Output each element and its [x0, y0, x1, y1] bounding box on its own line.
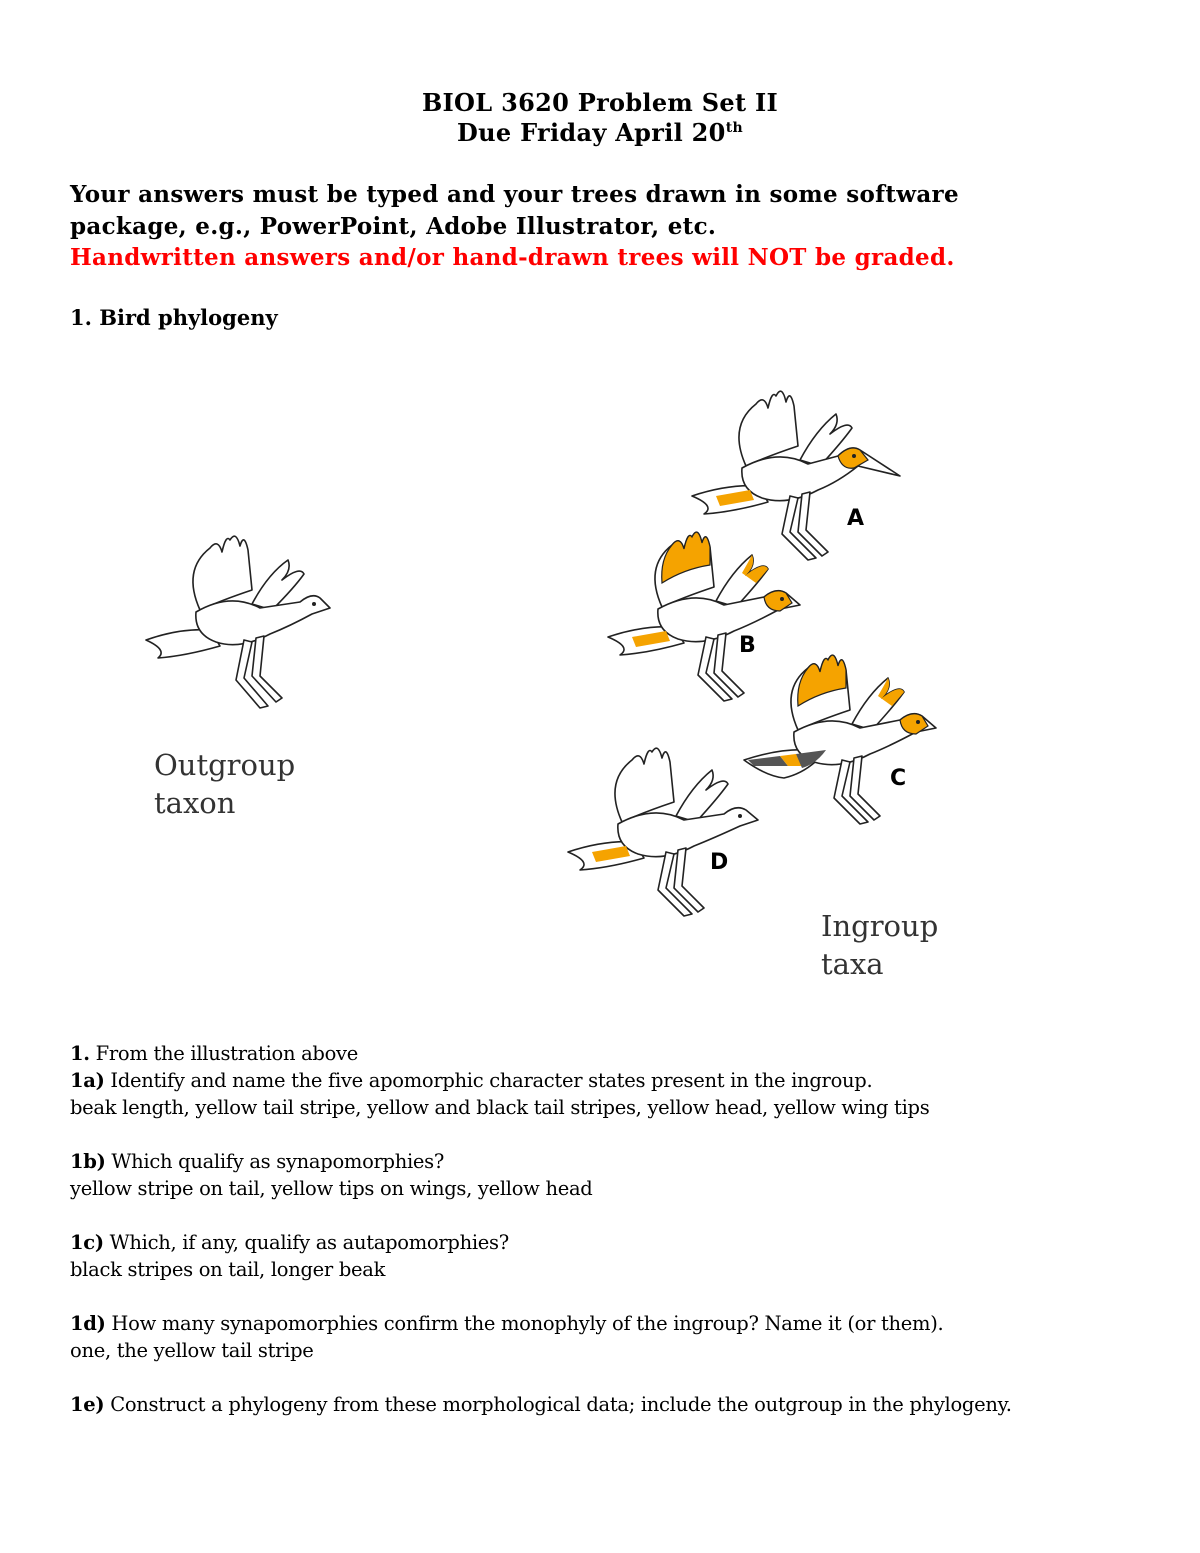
question-1d [70, 1310, 943, 1337]
question-1a [70, 1067, 872, 1094]
bird-d-label: D [710, 850, 729, 875]
question-1b-number: 1b) [70, 1150, 106, 1173]
ingroup-caption [821, 907, 938, 983]
page-title: BIOL 3620 Problem Set II [421, 88, 779, 117]
bird-figure [0, 370, 1200, 1010]
due-date-text: Due Friday April 20 [457, 118, 726, 147]
question-1b [70, 1148, 444, 1175]
answer-1a: beak length, yellow tail stripe, yellow and black tail stripes, yellow head, yellow wing tips [70, 1096, 930, 1119]
answer-1c: black stripes on tail, longer beak [70, 1258, 386, 1281]
question-1c [70, 1229, 509, 1256]
question-1a-text: Identify and name the five apomorphic character states present in the ingroup. [104, 1069, 873, 1092]
outgroup-caption-line-1: Outgroup [154, 748, 296, 782]
bird-c-label: C [890, 766, 907, 791]
bird-a-label: A [847, 506, 865, 531]
bird-b-label: B [739, 633, 756, 658]
answer-1d: one, the yellow tail stripe [70, 1339, 314, 1362]
instructions-warning: Handwritten answers and/or hand-drawn trees will NOT be graded. [70, 244, 955, 271]
instructions-line-1: Your answers must be typed and your trees drawn in some software [70, 181, 959, 208]
question-intro-number: 1. [70, 1042, 90, 1065]
question-1d-text: How many synapomorphies confirm the monophyly of the ingroup? Name it (or them). [105, 1312, 944, 1335]
bird-d [564, 742, 764, 922]
bird-c [740, 648, 950, 838]
section-heading: 1. Bird phylogeny [70, 305, 278, 330]
question-1e-number: 1e) [70, 1393, 105, 1416]
due-date-suffix: th [725, 120, 743, 136]
answer-1b: yellow stripe on tail, yellow tips on wings, yellow head [70, 1177, 593, 1200]
outgroup-bird [140, 530, 340, 720]
instructions-line-2: package, e.g., PowerPoint, Adobe Illustrator, etc. [70, 213, 717, 240]
outgroup-caption-line-2: taxon [154, 786, 236, 820]
question-1c-text: Which, if any, qualify as autapomorphies? [103, 1231, 509, 1254]
question-1b-text: Which qualify as synapomorphies? [105, 1150, 445, 1173]
due-date [0, 118, 1200, 147]
question-intro [70, 1040, 358, 1067]
ingroup-caption-line-1: Ingroup [821, 909, 939, 943]
ingroup-caption-line-2: taxa [821, 947, 884, 981]
question-1e [70, 1391, 1012, 1418]
outgroup-caption [154, 746, 295, 822]
question-1d-number: 1d) [70, 1312, 106, 1335]
question-1a-number: 1a) [70, 1069, 105, 1092]
question-intro-text: From the illustration above [89, 1042, 359, 1065]
question-1c-number: 1c) [70, 1231, 104, 1254]
question-1e-text: Construct a phylogeny from these morphological data; include the outgroup in the phylogeny. [104, 1393, 1012, 1416]
